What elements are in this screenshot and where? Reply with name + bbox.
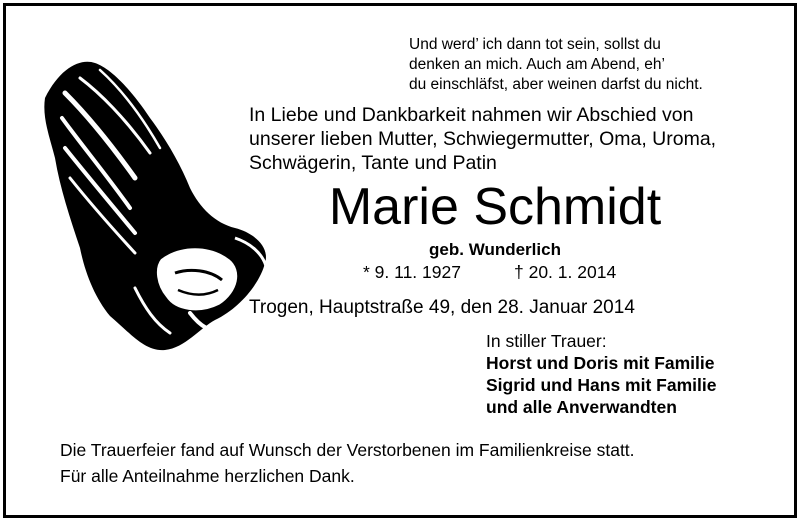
poem-line: Und werd’ ich dann tot sein, sollst du	[409, 36, 661, 53]
footer-text	[60, 437, 635, 489]
mourning-section	[486, 330, 716, 418]
mourner: Sigrid und Hans mit Familie	[486, 375, 717, 395]
praying-hands-icon	[40, 58, 275, 356]
footer-line: Für alle Anteilnahme herzlichen Dank.	[60, 466, 355, 486]
footer-line: Die Trauerfeier fand auf Wunsch der Verstorbenen im Familienkreise statt.	[60, 440, 635, 460]
intro-line: unserer lieben Mutter, Schwiegermutter, Oma, Uroma,	[249, 128, 717, 150]
poem-line: denken an mich. Auch am Abend, eh’	[409, 56, 665, 73]
mourning-heading: In stiller Trauer:	[486, 331, 607, 351]
birth-date: * 9. 11. 1927	[363, 262, 461, 282]
mourners-list	[486, 352, 716, 418]
deceased-name: Marie Schmidt	[328, 178, 662, 236]
intro-line: In Liebe und Dankbarkeit nahmen wir Abschied von	[249, 104, 694, 126]
intro-text	[249, 103, 769, 175]
poem	[409, 35, 749, 95]
poem-line: du einschläfst, aber weinen darfst du nicht.	[409, 76, 703, 93]
mourner: Horst und Doris mit Familie	[486, 353, 715, 373]
place-and-date: Trogen, Hauptstraße 49, den 28. Januar 2014	[249, 297, 635, 318]
intro-line: Schwägerin, Tante und Patin	[249, 152, 497, 174]
mourner: und alle Anverwandten	[486, 397, 677, 417]
death-date: † 20. 1. 2014	[514, 262, 617, 282]
birth-name: geb. Wunderlich	[429, 240, 561, 259]
